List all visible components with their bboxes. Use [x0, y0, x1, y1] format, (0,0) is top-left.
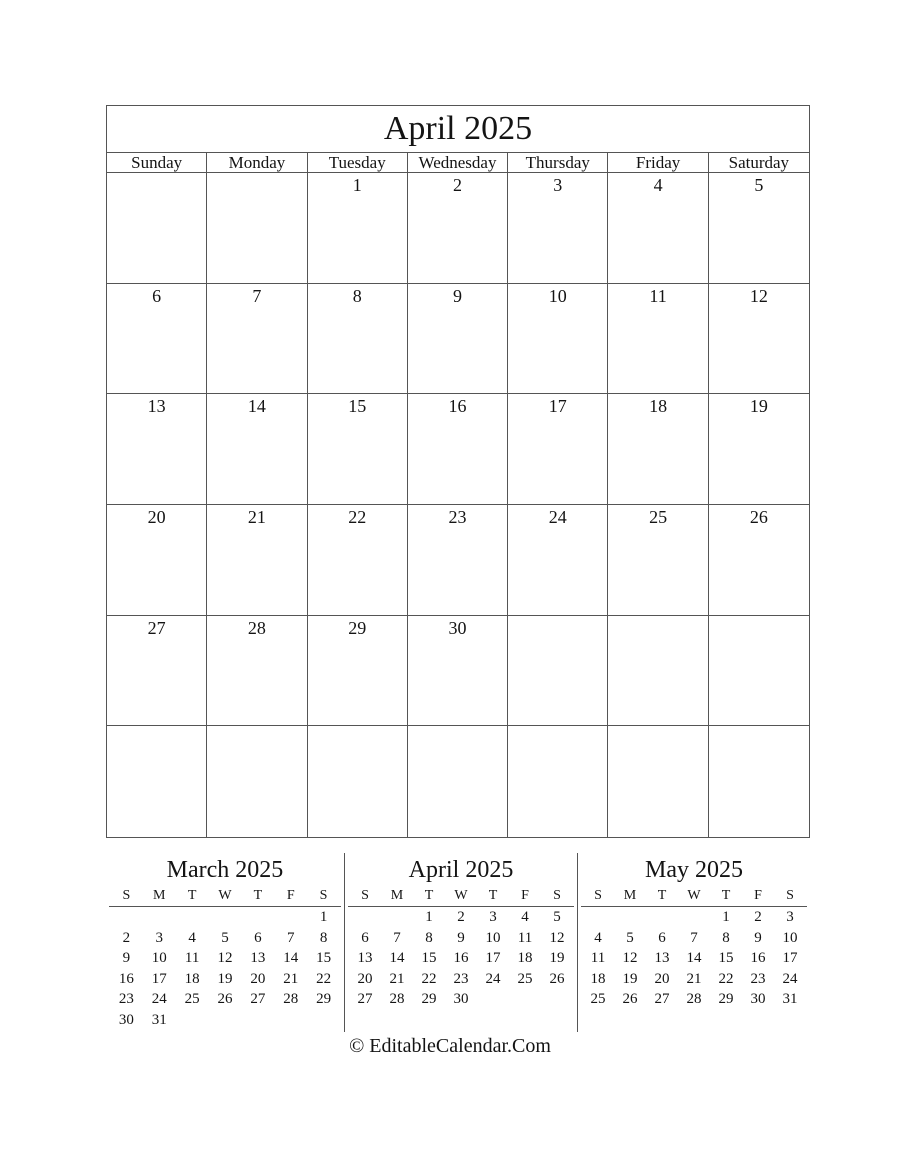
mini-weekday-label: W [687, 888, 701, 903]
mini-weekday-label: F [754, 888, 762, 903]
day-cell: 12 [749, 285, 768, 306]
mini-day-cell [509, 989, 541, 1010]
day-cell [508, 616, 608, 726]
mini-day-cell: 7 [286, 929, 295, 946]
mini-day-cell [307, 1010, 340, 1031]
mini-day-cell [274, 1010, 307, 1031]
day-cell: 22 [308, 505, 408, 615]
day-cell: 6 [107, 284, 207, 394]
week-row-3 [107, 394, 809, 505]
mini-day-cell: 19 [549, 950, 565, 966]
day-cell: 1 [308, 173, 408, 283]
mini-day-cell: 23 [453, 970, 469, 987]
mini-day-cell: 9 [457, 929, 465, 946]
mini-week-row [106, 928, 344, 949]
mini-day-cell: 8 [425, 929, 433, 946]
day-cell: 4 [608, 173, 708, 283]
mini-week-row [578, 989, 810, 1010]
mini-day-cell: 9 [754, 929, 762, 946]
day-cell [608, 726, 708, 837]
mini-day-cell: 18 [184, 970, 200, 987]
mini-day-cell: 11 [517, 929, 533, 946]
mini-day-cell [646, 907, 678, 928]
mini-weekday-label: W [454, 888, 468, 903]
copyright-text: © EditableCalendar.Com [349, 1035, 551, 1057]
mini-week-row [106, 1010, 344, 1031]
weekday-label: Sunday [107, 153, 207, 173]
mini-day-cell: 18 [517, 950, 533, 966]
day-cell: 20 [107, 505, 207, 615]
mini-day-cell: 26 [622, 991, 638, 1007]
mini-day-cell: 15 [316, 950, 332, 966]
mini-day-cell: 31 [782, 991, 798, 1007]
mini-day-cell: 3 [155, 929, 164, 946]
mini-day-cell: 10 [485, 929, 501, 946]
mini-week-row [345, 969, 577, 990]
mini-day-cell: 21 [283, 970, 299, 987]
mini-day-cell: 16 [750, 950, 766, 966]
mini-day-cell: 5 [626, 929, 634, 946]
day-cell: 7 [207, 284, 307, 394]
mini-day-cell: 22 [718, 970, 734, 987]
weekday-label: Tuesday [308, 153, 408, 173]
mini-day-cell [143, 907, 176, 928]
day-cell: 14 [207, 394, 307, 504]
mini-day-cell [349, 907, 381, 928]
mini-day-cell: 8 [319, 929, 328, 946]
mini-day-cell: 8 [722, 929, 730, 946]
mini-day-cell: 17 [151, 970, 167, 987]
mini-day-cell: 29 [718, 991, 734, 1007]
day-cell: 24 [508, 505, 608, 615]
mini-calendar-may [578, 854, 810, 1010]
mini-day-cell [582, 907, 614, 928]
mini-day-cell: 13 [654, 950, 670, 966]
mini-week-row [106, 907, 344, 928]
day-cell: 29 [308, 616, 408, 726]
mini-weekday-label: W [218, 888, 232, 903]
day-cell: 13 [107, 394, 207, 504]
mini-weekday-label: T [488, 888, 498, 903]
mini-day-cell: 2 [122, 929, 131, 946]
mini-day-cell: 28 [686, 991, 702, 1007]
mini-weekday-label: S [122, 888, 131, 903]
mini-week-row [345, 948, 577, 969]
mini-week-row [106, 948, 344, 969]
mini-month-title: April 2025 [408, 857, 514, 883]
mini-day-cell: 2 [457, 909, 465, 925]
mini-day-cell: 5 [553, 909, 561, 925]
mini-day-cell [209, 907, 242, 928]
day-cell: 8 [308, 284, 408, 394]
mini-day-cell: 16 [453, 950, 469, 966]
mini-day-cell: 18 [590, 970, 606, 987]
mini-weekday-label: S [361, 888, 369, 903]
weekday-header-row [107, 153, 809, 173]
mini-day-cell: 13 [357, 950, 373, 966]
mini-day-cell: 14 [389, 950, 405, 966]
mini-day-cell: 14 [686, 950, 702, 966]
day-cell [207, 726, 307, 837]
mini-day-cell: 12 [549, 929, 565, 946]
mini-day-cell: 22 [421, 970, 437, 987]
mini-weekday-label: M [390, 888, 404, 903]
mini-day-cell: 4 [594, 929, 602, 946]
mini-day-cell: 19 [217, 970, 233, 987]
mini-day-cell: 6 [254, 929, 262, 946]
week-row-4 [107, 505, 809, 616]
mini-week-row [578, 969, 810, 990]
mini-day-cell: 7 [393, 929, 401, 946]
mini-day-cell: 3 [489, 909, 497, 925]
mini-week-row [578, 928, 810, 949]
mini-day-cell: 26 [549, 970, 565, 987]
mini-day-cell: 17 [485, 950, 501, 966]
mini-day-cell [614, 907, 646, 928]
week-row-5 [107, 616, 809, 727]
mini-weekday-row [345, 886, 577, 906]
mini-weekday-label: F [286, 888, 295, 903]
mini-day-cell: 31 [151, 1011, 167, 1028]
mini-day-cell: 12 [622, 950, 638, 966]
mini-day-cell: 30 [118, 1011, 134, 1028]
mini-day-cell: 17 [782, 950, 798, 966]
mini-day-cell: 15 [718, 950, 734, 966]
day-cell [709, 726, 809, 837]
mini-day-cell: 25 [517, 970, 533, 987]
mini-day-cell: 24 [485, 970, 501, 987]
mini-week-row [578, 948, 810, 969]
mini-day-cell [241, 1010, 274, 1031]
day-cell: 10 [508, 284, 608, 394]
mini-day-cell: 15 [421, 950, 437, 966]
mini-week-row [345, 928, 577, 949]
mini-weekday-row [578, 886, 810, 906]
weekday-label: Monday [207, 153, 307, 173]
mini-day-cell: 25 [590, 991, 606, 1007]
day-cell: 19 [749, 396, 768, 417]
mini-day-cell: 23 [118, 991, 134, 1007]
day-cell: 26 [749, 506, 768, 527]
mini-day-cell: 19 [622, 970, 638, 987]
mini-day-cell: 6 [658, 929, 666, 946]
mini-day-cell: 25 [184, 991, 200, 1007]
mini-day-cell: 4 [188, 929, 196, 946]
mini-week-row [345, 907, 577, 928]
mini-week-row [345, 989, 577, 1010]
day-cell: 11 [608, 284, 708, 394]
day-cell [207, 173, 307, 283]
mini-day-cell: 1 [425, 909, 433, 925]
mini-weekday-label: S [319, 888, 328, 903]
day-cell [408, 726, 508, 837]
day-cell: 16 [408, 394, 508, 504]
mini-day-cell: 23 [750, 970, 766, 987]
mini-weekday-label: S [594, 888, 602, 903]
mini-day-cell: 30 [750, 991, 766, 1007]
mini-weekday-label: T [721, 888, 731, 903]
mini-day-cell: 27 [654, 991, 670, 1007]
day-cell [709, 616, 809, 726]
day-cell [107, 726, 207, 837]
day-cell: 28 [207, 616, 307, 726]
day-cell: 18 [608, 394, 708, 504]
mini-day-cell: 5 [221, 929, 229, 946]
day-cell: 2 [408, 173, 508, 283]
day-cell [308, 726, 408, 837]
mini-weekday-label: T [187, 888, 197, 903]
mini-day-cell: 11 [184, 950, 200, 966]
mini-weekday-label: S [553, 888, 561, 903]
mini-day-cell: 28 [389, 991, 405, 1007]
mini-weekday-label: T [657, 888, 667, 903]
mini-week-row [106, 969, 344, 990]
mini-weekday-label: T [424, 888, 434, 903]
day-cell [107, 173, 207, 283]
day-cell: 27 [107, 616, 207, 726]
mini-day-cell: 6 [361, 929, 369, 946]
mini-day-cell: 10 [782, 929, 798, 946]
mini-weekday-label: M [153, 888, 166, 903]
mini-day-cell: 4 [521, 909, 529, 925]
week-row-2 [107, 284, 809, 395]
mini-day-cell: 20 [357, 970, 373, 987]
main-calendar [106, 105, 810, 838]
mini-day-cell: 24 [782, 970, 798, 987]
mini-day-cell: 27 [250, 991, 266, 1007]
mini-day-cell: 12 [217, 950, 233, 966]
day-cell: 3 [508, 173, 608, 283]
mini-day-cell: 29 [421, 991, 437, 1007]
weekday-label: Wednesday [408, 153, 508, 173]
mini-month-title: March 2025 [166, 857, 284, 883]
mini-day-cell: 1 [319, 909, 328, 925]
day-cell [508, 726, 608, 837]
mini-day-cell: 22 [316, 970, 332, 987]
mini-day-cell: 3 [786, 909, 794, 925]
week-row-6 [107, 726, 809, 837]
mini-day-cell: 2 [754, 909, 762, 925]
day-cell: 23 [408, 505, 508, 615]
mini-day-cell: 26 [217, 991, 233, 1007]
mini-day-cell [541, 989, 573, 1010]
mini-day-cell [176, 907, 209, 928]
mini-calendar-april [345, 854, 577, 1010]
day-cell: 25 [608, 505, 708, 615]
week-row-1 [107, 173, 809, 284]
mini-day-cell: 29 [316, 991, 332, 1007]
mini-day-cell: 21 [686, 970, 702, 987]
mini-day-cell: 21 [389, 970, 405, 987]
mini-day-cell: 27 [357, 991, 373, 1007]
day-cell: 30 [408, 616, 508, 726]
mini-weekday-label: M [623, 888, 637, 903]
day-cell: 5 [754, 175, 764, 195]
mini-day-cell: 20 [654, 970, 670, 987]
mini-weekday-row [106, 886, 344, 906]
day-cell: 15 [308, 394, 408, 504]
mini-day-cell: 14 [283, 950, 299, 966]
weekday-label: Saturday [728, 153, 790, 172]
weekday-label: Thursday [508, 153, 608, 173]
month-title: April 2025 [107, 106, 809, 153]
mini-month-title: May 2025 [645, 857, 743, 883]
weekday-label: Friday [608, 153, 708, 173]
day-cell: 17 [508, 394, 608, 504]
mini-day-cell: 28 [283, 991, 299, 1007]
day-cell [608, 616, 708, 726]
mini-day-cell [477, 989, 509, 1010]
mini-day-cell: 10 [151, 950, 167, 966]
mini-day-cell: 9 [122, 950, 131, 966]
mini-calendar-march [106, 854, 344, 1030]
mini-day-cell: 30 [453, 991, 469, 1007]
mini-day-cell [274, 907, 307, 928]
mini-week-row [106, 989, 344, 1010]
mini-day-cell [241, 907, 274, 928]
day-cell: 21 [207, 505, 307, 615]
mini-week-row [578, 907, 810, 928]
mini-weekday-label: T [253, 888, 263, 903]
mini-weekday-label: S [786, 888, 794, 903]
mini-day-cell: 20 [250, 970, 266, 987]
mini-day-cell [381, 907, 413, 928]
mini-day-cell: 1 [722, 909, 730, 925]
mini-day-cell [176, 1010, 209, 1031]
mini-day-cell: 7 [690, 929, 698, 946]
mini-day-cell: 16 [118, 970, 134, 987]
mini-day-cell: 24 [151, 991, 167, 1007]
mini-weekday-label: F [521, 888, 529, 903]
mini-day-cell [110, 907, 143, 928]
mini-day-cell [678, 907, 710, 928]
mini-day-cell: 13 [250, 950, 266, 966]
mini-day-cell: 11 [590, 950, 606, 966]
mini-day-cell [209, 1010, 242, 1031]
day-cell: 9 [408, 284, 508, 394]
